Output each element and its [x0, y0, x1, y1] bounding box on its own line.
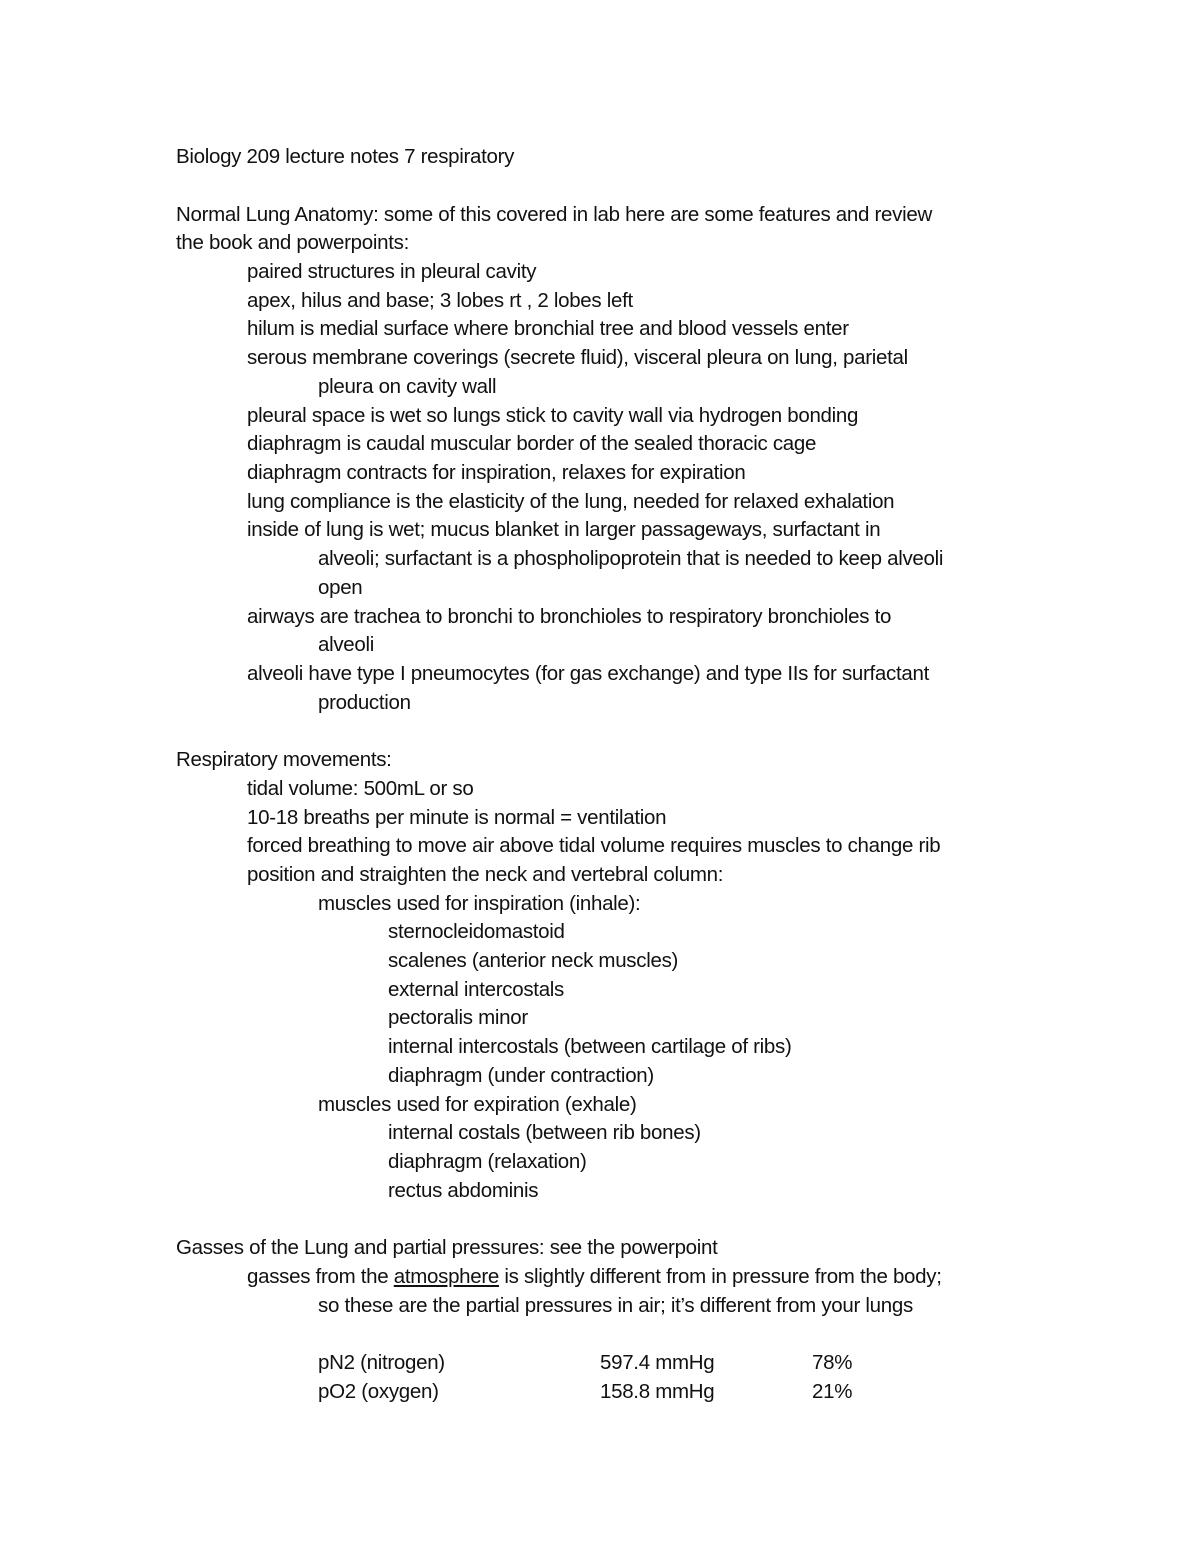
gas-name-cell: pO2 (oxygen) [318, 1380, 439, 1403]
anatomy-item-continued: alveoli [318, 633, 375, 656]
gas-percent-cell: 78% [812, 1351, 853, 1374]
gas-name-cell: pN2 (nitrogen) [318, 1351, 445, 1374]
anatomy-item: diaphragm is caudal muscular border of the sealed thoracic cage [247, 432, 817, 455]
document-title: Biology 209 lecture notes 7 respiratory [176, 145, 515, 168]
movements-item: 10-18 breaths per minute is normal = ventilation [247, 806, 667, 829]
anatomy-item: apex, hilus and base; 3 lobes rt , 2 lobes left [247, 289, 633, 312]
inspiration-muscle: external intercostals [388, 978, 565, 1001]
anatomy-item: pleural space is wet so lungs stick to cavity wall via hydrogen bonding [247, 404, 859, 427]
anatomy-item: alveoli have type I pneumocytes (for gas exchange) and type IIs for surfactant [247, 662, 929, 685]
anatomy-item-continued: pleura on cavity wall [318, 375, 497, 398]
anatomy-item: airways are trachea to bronchi to bronchioles to respiratory bronchioles to [247, 605, 892, 628]
gasses-line1-pre: gasses from the [247, 1265, 394, 1288]
anatomy-intro-line2: the book and powerpoints: [176, 231, 409, 254]
movements-item: position and straighten the neck and vertebral column: [247, 863, 724, 886]
anatomy-item: inside of lung is wet; mucus blanket in larger passageways, surfactant in [247, 518, 881, 541]
movements-item: tidal volume: 500mL or so [247, 777, 474, 800]
inspiration-heading: muscles used for inspiration (inhale): [318, 892, 641, 915]
expiration-muscle: diaphragm (relaxation) [388, 1150, 587, 1173]
anatomy-item-continued: alveoli; surfactant is a phospholipoprotein that is needed to keep alveoli [318, 547, 944, 570]
anatomy-item-continued: open [318, 576, 363, 599]
inspiration-muscle: sternocleidomastoid [388, 920, 565, 943]
inspiration-muscle: scalenes (anterior neck muscles) [388, 949, 679, 972]
gasses-line1 [247, 1263, 942, 1291]
inspiration-muscle: internal intercostals (between cartilage of ribs) [388, 1035, 792, 1058]
anatomy-item: diaphragm contracts for inspiration, relaxes for expiration [247, 461, 746, 484]
anatomy-intro-line1: Normal Lung Anatomy: some of this covered in lab here are some features and review [176, 203, 932, 226]
inspiration-muscle: pectoralis minor [388, 1006, 528, 1029]
expiration-muscle: rectus abdominis [388, 1179, 539, 1202]
movements-heading: Respiratory movements: [176, 748, 392, 771]
gas-pressure-cell: 597.4 mmHg [600, 1351, 715, 1374]
gasses-line1-post: is slightly different from in pressure from the body; [499, 1265, 942, 1288]
expiration-heading: muscles used for expiration (exhale) [318, 1093, 637, 1116]
gas-percent-cell: 21% [812, 1380, 853, 1403]
anatomy-item: serous membrane coverings (secrete fluid), visceral pleura on lung, parietal [247, 346, 908, 369]
inspiration-muscle: diaphragm (under contraction) [388, 1064, 654, 1087]
atmosphere-link[interactable]: atmosphere [393, 1265, 500, 1288]
anatomy-item: hilum is medial surface where bronchial tree and blood vessels enter [247, 317, 849, 340]
anatomy-item-continued: production [318, 691, 411, 714]
movements-item: forced breathing to move air above tidal volume requires muscles to change rib [247, 834, 941, 857]
anatomy-item: paired structures in pleural cavity [247, 260, 537, 283]
expiration-muscle: internal costals (between rib bones) [388, 1121, 701, 1144]
gas-pressure-cell: 158.8 mmHg [600, 1380, 715, 1403]
anatomy-item: lung compliance is the elasticity of the lung, needed for relaxed exhalation [247, 490, 895, 513]
gasses-line2: so these are the partial pressures in air; it’s different from your lungs [318, 1294, 913, 1317]
gasses-heading: Gasses of the Lung and partial pressures: see the powerpoint [176, 1236, 718, 1259]
